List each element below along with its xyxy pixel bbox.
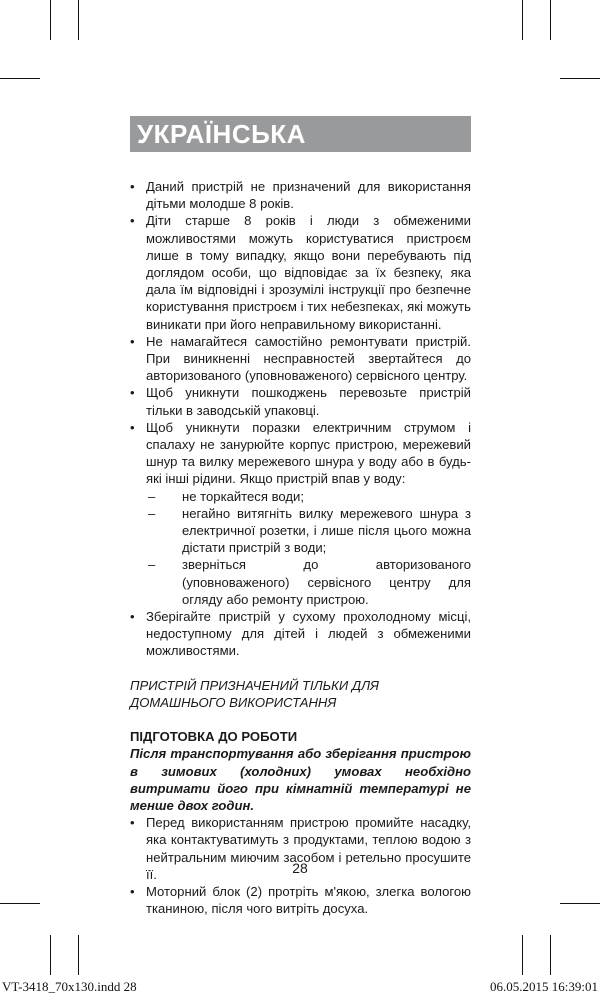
- list-item: • Моторний блок (2) протріть м'якою, злегка вологою тканиною, після чого витріть досуха.: [130, 883, 471, 917]
- crop-mark: [522, 0, 523, 40]
- page-content: [130, 178, 471, 917]
- crop-mark: [0, 903, 40, 904]
- list-item: • Щоб уникнути пошкоджень перевозьте пристрій тільки в заводській упаковці.: [130, 384, 471, 418]
- preparation-title: ПІДГОТОВКА ДО РОБОТИ: [130, 729, 298, 745]
- crop-mark: [550, 0, 551, 40]
- list-item: • Не намагайтеся самостійно ремонтувати пристрій. При виникненні несправностей звертайтеся до авторизованого (уповноваженого) сервісного центру.: [130, 333, 471, 385]
- list-item: • Перед використанням пристрою промийте насадку, яка контактуватимуть з продуктами, теплою водою з нейтральним миючим засобом і ретельно просушите її.: [130, 814, 471, 883]
- crop-mark: [78, 0, 79, 40]
- footer-filename: VT-3418_70x130.indd 28: [2, 979, 137, 994]
- sub-list: [146, 488, 471, 608]
- list-item: • Діти старше 8 років і люди з обмеженими можливостями можуть користуватися пристроєм лише в тому випадку, якщо вони перебувають під доглядом особи, що відповідає за їх безпеку, яка дала їм відповідні і зрозумілі інструкції про безпечне користування пристроєм і тих небезпеках, які можуть виникати при його неправильному використанні.: [130, 212, 471, 332]
- list-item: • Даний пристрій не призначений для використання дітьми молодше 8 років.: [130, 178, 471, 212]
- list-item: [130, 419, 471, 608]
- household-notice: ПРИСТРІЙ ПРИЗНАЧЕНИЙ ТІЛЬКИ ДЛЯ ДОМАШНЬОГО ВИКОРИСТАННЯ: [130, 677, 379, 710]
- list-item-text: Щоб уникнути поразки електричним струмом і спалаху не занурюйте корпус пристрою, мережевий шнур та вилку мережевого шнура у воду або в будь-які інші рідини. Якщо пристрій впав у воду:: [146, 419, 471, 487]
- crop-mark: [0, 78, 40, 79]
- preparation-warning: Після транспортування або зберігання пристрою в зимових (холодних) умовах необхідно витримати його при кімнатній температурі не менше двох годин.: [130, 746, 471, 813]
- crop-mark: [522, 935, 523, 975]
- crop-mark: [50, 935, 51, 975]
- crop-mark: [50, 0, 51, 40]
- sub-list-item: – зверніться до авторизованого (уповноваженого) сервісного центру для огляду або ремонту пристрою.: [146, 556, 471, 608]
- section-header: [130, 116, 471, 152]
- crop-mark: [560, 78, 600, 79]
- crop-mark: [550, 935, 551, 975]
- footer-timestamp: 06.05.2015 16:39:01: [490, 979, 598, 994]
- list-item: • Зберігайте пристрій у сухому прохолодному місці, недоступному для дітей і людей з обмеженими можливостями.: [130, 608, 471, 660]
- sub-list-item: – негайно витягніть вилку мережевого шнура з електричної розетки, і лише після цього можна дістати пристрій з води;: [146, 505, 471, 557]
- page-number: 28: [292, 860, 308, 876]
- section-title: УКРАЇНСЬКА: [137, 119, 306, 149]
- crop-mark: [560, 903, 600, 904]
- safety-list: [130, 178, 471, 660]
- crop-mark: [78, 935, 79, 975]
- sub-list-item: – не торкайтеся води;: [146, 488, 471, 505]
